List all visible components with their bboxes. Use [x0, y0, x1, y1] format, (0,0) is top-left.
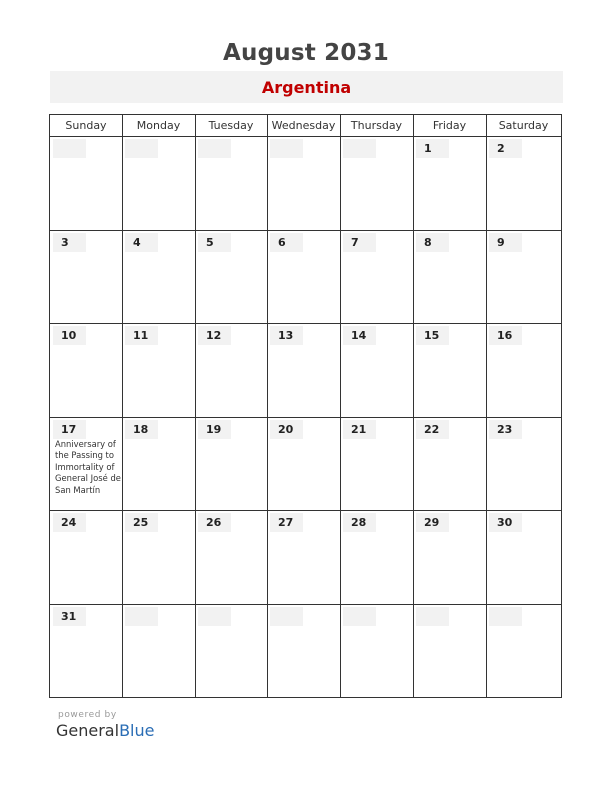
- day-number: 5: [198, 233, 231, 252]
- holiday-label: Anniversary of the Passing to Immortality of General José de San Martín: [55, 439, 121, 495]
- day-cell-1[interactable]: [413, 136, 486, 230]
- day-number: 7: [343, 233, 376, 252]
- day-number: 1: [416, 139, 449, 158]
- day-cell-7[interactable]: [340, 230, 413, 324]
- day-cell-31[interactable]: [50, 604, 122, 698]
- day-number: 29: [416, 513, 449, 532]
- day-number: 10: [53, 326, 86, 345]
- brand-general: General: [56, 721, 120, 740]
- weekday-friday: Friday: [432, 119, 467, 132]
- day-number: 12: [198, 326, 231, 345]
- day-cell-28[interactable]: [340, 510, 413, 604]
- day-number-placeholder: [198, 607, 231, 626]
- empty-day-cell[interactable]: [413, 604, 486, 698]
- day-number-placeholder: [489, 607, 522, 626]
- day-number: 27: [270, 513, 303, 532]
- day-number: 22: [416, 420, 449, 439]
- day-cell-6[interactable]: [267, 230, 340, 324]
- day-number-placeholder: [125, 139, 158, 158]
- day-cell-27[interactable]: [267, 510, 340, 604]
- day-number-placeholder: [343, 139, 376, 158]
- month-title: August 2031: [223, 40, 389, 66]
- day-number-placeholder: [53, 139, 86, 158]
- empty-day-cell[interactable]: [486, 604, 561, 698]
- empty-day-cell[interactable]: [195, 604, 267, 698]
- day-cell-10[interactable]: [50, 323, 122, 417]
- day-number: 24: [53, 513, 86, 532]
- day-number: 26: [198, 513, 231, 532]
- day-number: 4: [125, 233, 158, 252]
- day-cell-16[interactable]: [486, 323, 561, 417]
- day-cell-14[interactable]: [340, 323, 413, 417]
- day-cell-3[interactable]: [50, 230, 122, 324]
- day-number: 31: [53, 607, 86, 626]
- day-number-placeholder: [343, 607, 376, 626]
- empty-day-cell[interactable]: [122, 604, 195, 698]
- day-cell-20[interactable]: [267, 417, 340, 511]
- weekday-sunday: Sunday: [65, 119, 107, 132]
- day-number: 23: [489, 420, 522, 439]
- day-number: 18: [125, 420, 158, 439]
- empty-day-cell[interactable]: [195, 136, 267, 230]
- day-cell-5[interactable]: [195, 230, 267, 324]
- day-cell-9[interactable]: [486, 230, 561, 324]
- day-number: 11: [125, 326, 158, 345]
- day-number: 19: [198, 420, 231, 439]
- weekday-header-row: [50, 115, 561, 137]
- calendar-grid: [49, 114, 562, 698]
- day-cell-19[interactable]: [195, 417, 267, 511]
- empty-day-cell[interactable]: [122, 136, 195, 230]
- day-number: 17: [53, 420, 86, 439]
- empty-day-cell[interactable]: [50, 136, 122, 230]
- day-number: 13: [270, 326, 303, 345]
- day-cell-2[interactable]: [486, 136, 561, 230]
- day-number: 20: [270, 420, 303, 439]
- day-number: 6: [270, 233, 303, 252]
- day-number: 14: [343, 326, 376, 345]
- day-number: 16: [489, 326, 522, 345]
- day-cell-11[interactable]: [122, 323, 195, 417]
- weekday-tuesday: Tuesday: [208, 119, 254, 132]
- day-cell-18[interactable]: [122, 417, 195, 511]
- empty-day-cell[interactable]: [267, 604, 340, 698]
- powered-by-label: powered by: [58, 710, 117, 720]
- weekday-wednesday: Wednesday: [271, 119, 336, 132]
- day-cell-15[interactable]: [413, 323, 486, 417]
- day-number: 15: [416, 326, 449, 345]
- day-number: 25: [125, 513, 158, 532]
- day-cell-24[interactable]: [50, 510, 122, 604]
- day-number: 3: [53, 233, 86, 252]
- weekday-saturday: Saturday: [498, 119, 549, 132]
- day-cell-4[interactable]: [122, 230, 195, 324]
- weekday-monday: Monday: [136, 119, 181, 132]
- day-number: 8: [416, 233, 449, 252]
- empty-day-cell[interactable]: [267, 136, 340, 230]
- brand-blue: Blue: [119, 721, 155, 740]
- day-number-placeholder: [416, 607, 449, 626]
- brand-logo[interactable]: [56, 721, 154, 740]
- day-cell-25[interactable]: [122, 510, 195, 604]
- day-number-placeholder: [198, 139, 231, 158]
- day-cell-13[interactable]: [267, 323, 340, 417]
- day-cell-21[interactable]: [340, 417, 413, 511]
- empty-day-cell[interactable]: [340, 604, 413, 698]
- day-number: 2: [489, 139, 522, 158]
- empty-day-cell[interactable]: [340, 136, 413, 230]
- day-number-placeholder: [270, 607, 303, 626]
- day-number-placeholder: [125, 607, 158, 626]
- day-number: 9: [489, 233, 522, 252]
- day-cell-17[interactable]: [50, 417, 122, 511]
- weekday-thursday: Thursday: [350, 119, 403, 132]
- day-cell-12[interactable]: [195, 323, 267, 417]
- day-cell-30[interactable]: [486, 510, 561, 604]
- day-cell-22[interactable]: [413, 417, 486, 511]
- country-name: Argentina: [50, 71, 563, 103]
- day-number: 30: [489, 513, 522, 532]
- day-cell-26[interactable]: [195, 510, 267, 604]
- day-number: 21: [343, 420, 376, 439]
- day-number: 28: [343, 513, 376, 532]
- day-cell-8[interactable]: [413, 230, 486, 324]
- day-number-placeholder: [270, 139, 303, 158]
- day-cell-23[interactable]: [486, 417, 561, 511]
- day-cell-29[interactable]: [413, 510, 486, 604]
